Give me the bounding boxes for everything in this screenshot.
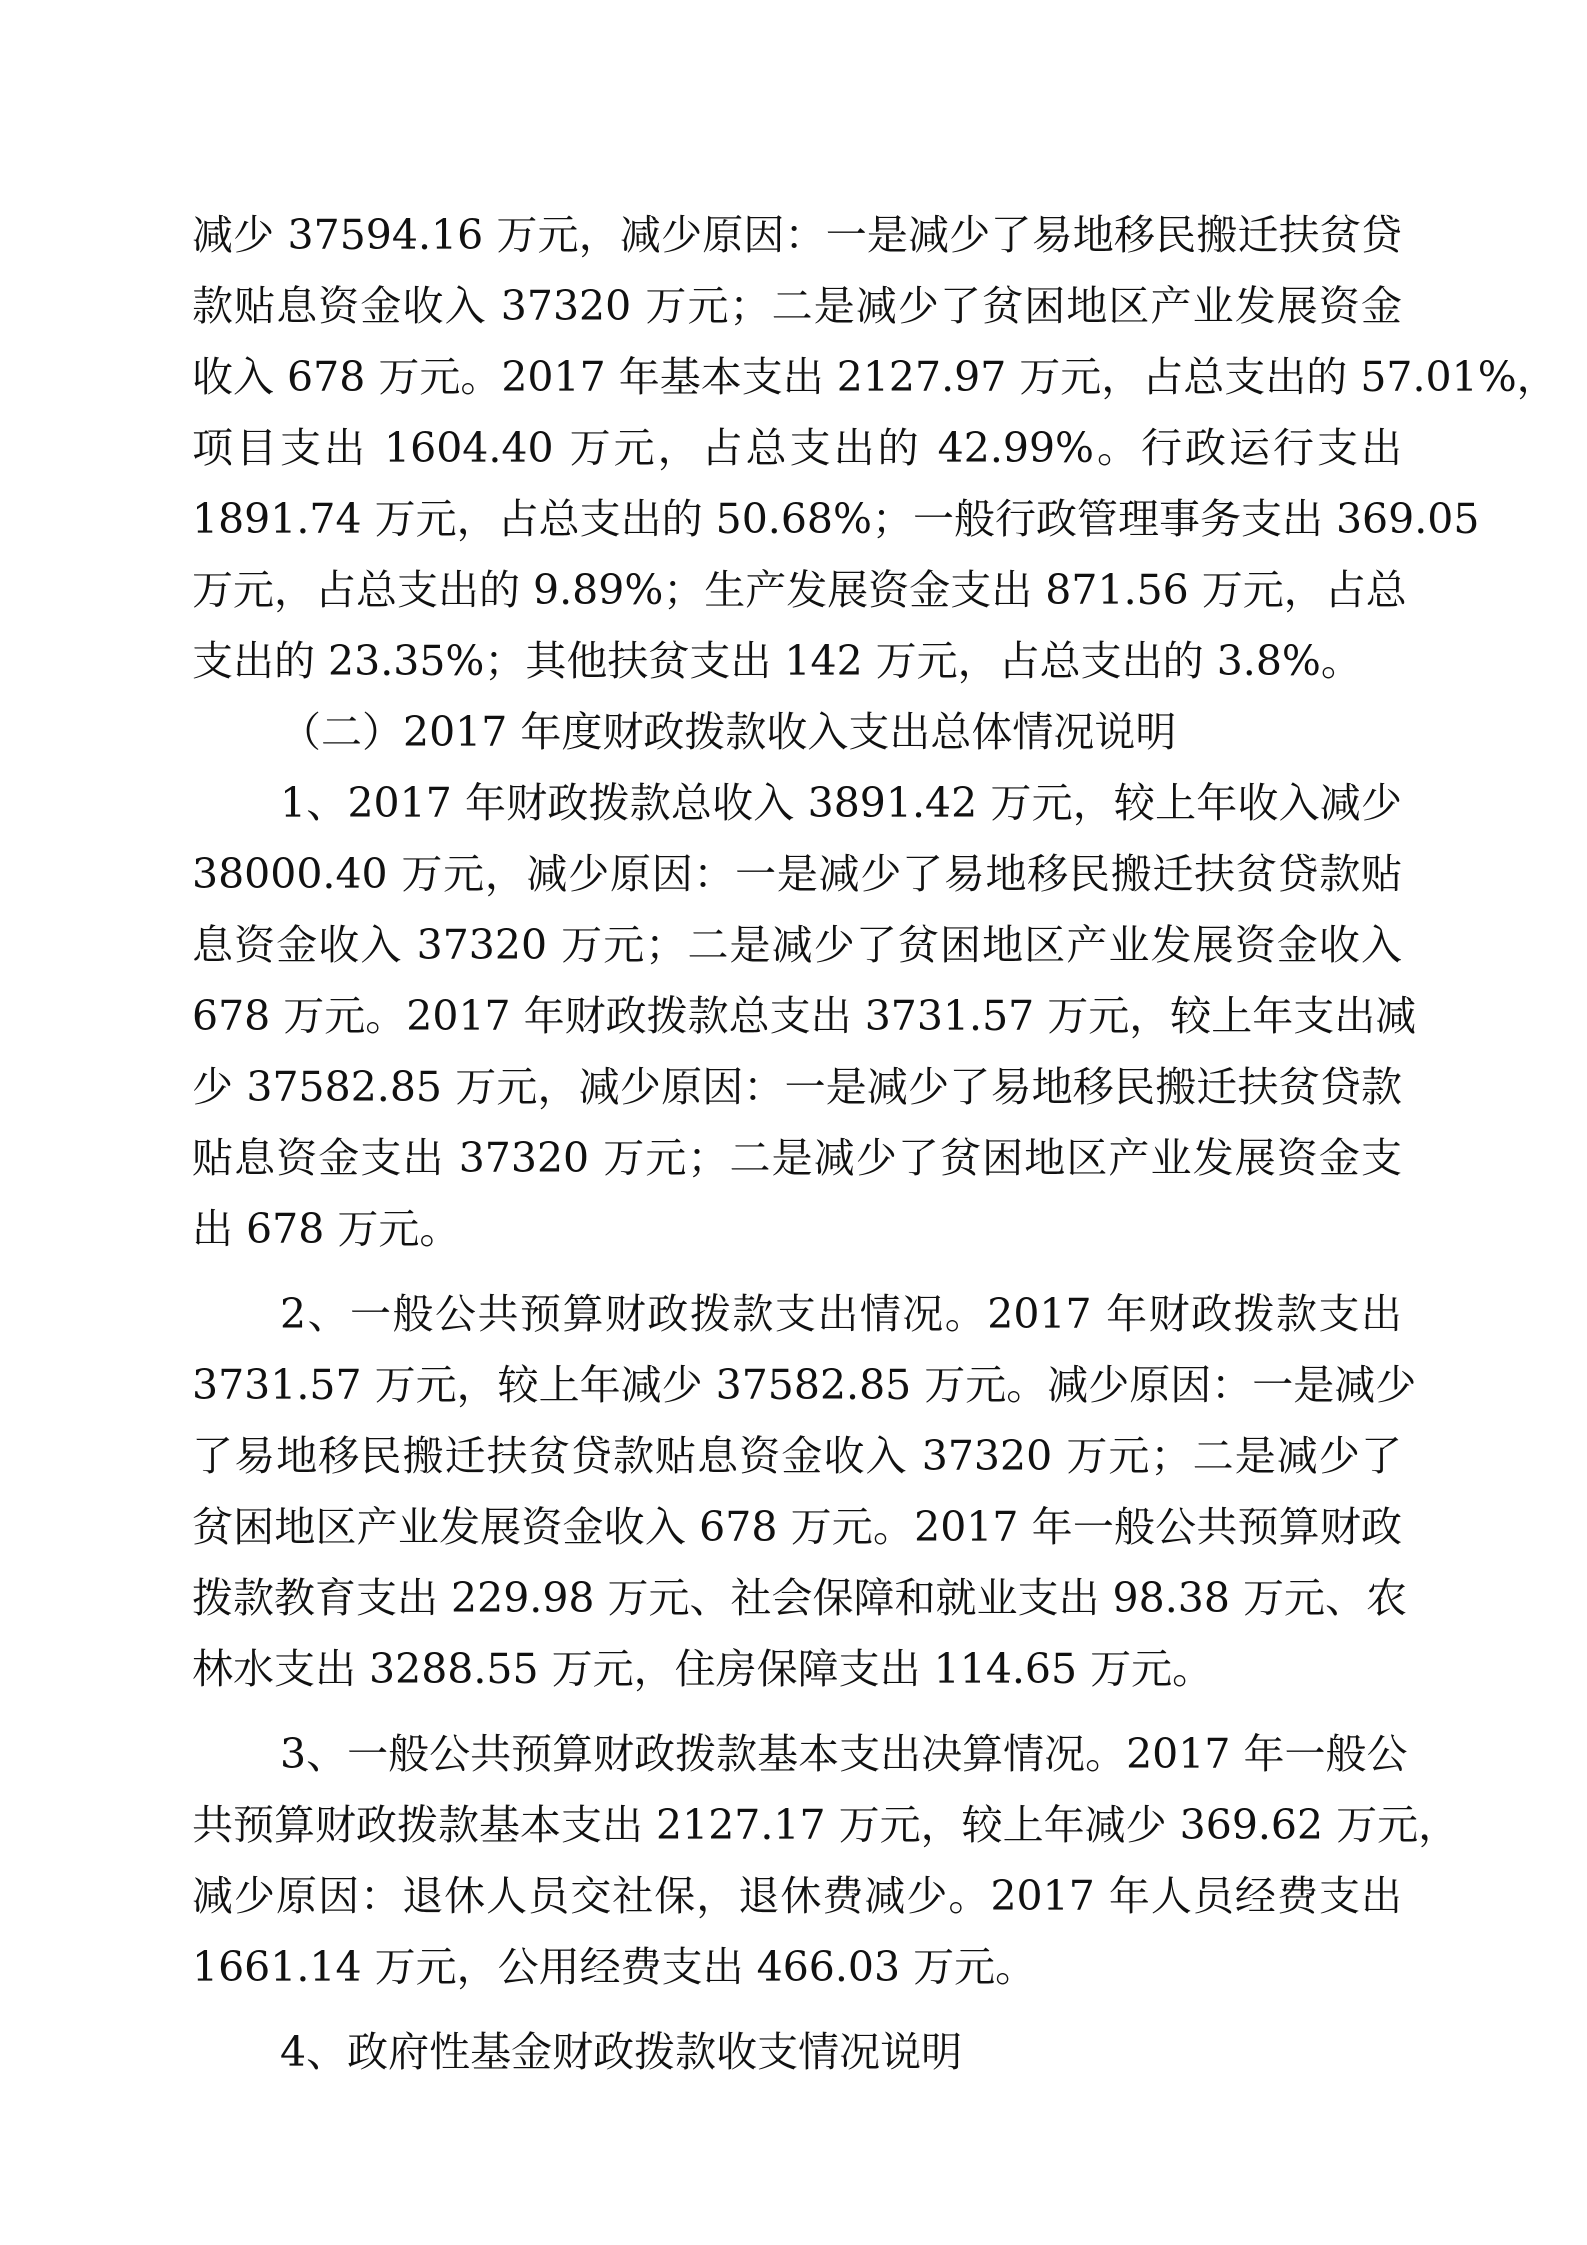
text-line: 共预算财政拨款基本支出 2127.17 万元，较上年减少 369.62 万元，	[192, 1801, 1460, 1849]
paragraph-basic-expense	[192, 1719, 1460, 2003]
text-line: 1891.74 万元，占总支出的 50.68%；一般行政管理事务支出 369.05	[192, 495, 1480, 543]
text-line: 了易地移民搬迁扶贫贷款贴息资金收入 37320 万元；二是减少了	[192, 1432, 1402, 1480]
text-line: 贫困地区产业发展资金收入 678 万元。2017 年一般公共预算财政	[192, 1503, 1402, 1551]
document-body	[192, 200, 1558, 2088]
text-line: 贴息资金支出 37320 万元；二是减少了贫困地区产业发展资金支	[192, 1134, 1402, 1182]
text-line: 38000.40 万元，减少原因：一是减少了易地移民搬迁扶贫贷款贴	[192, 850, 1402, 898]
item-heading: 4、政府性基金财政拨款收支情况说明	[280, 2028, 963, 2076]
text-line: 3731.57 万元，较上年减少 37582.85 万元。减少原因：一是减少	[192, 1361, 1417, 1409]
paragraph-total-appropriation	[192, 768, 1417, 1265]
text-line: 1、2017 年财政拨款总收入 3891.42 万元，较上年收入减少	[280, 779, 1402, 827]
text-line: 678 万元。2017 年财政拨款总支出 3731.57 万元，较上年支出减	[192, 992, 1417, 1040]
text-line: 2、一般公共预算财政拨款支出情况。2017 年财政拨款支出	[280, 1290, 1402, 1338]
text-line: 林水支出 3288.55 万元，住房保障支出 114.65 万元。	[192, 1645, 1214, 1693]
text-line: 减少原因：退休人员交社保，退休费减少。2017 年人员经费支出	[192, 1872, 1402, 1920]
paragraph-gap	[192, 1705, 1402, 1719]
text-line: 少 37582.85 万元，减少原因：一是减少了易地移民搬迁扶贫贷款	[192, 1063, 1402, 1111]
paragraph-general-budget-expense	[192, 1279, 1417, 1705]
text-line: 款贴息资金收入 37320 万元；二是减少了贫困地区产业发展资金	[192, 282, 1402, 330]
text-line: 支出的 23.35%；其他扶贫支出 142 万元，占总支出的 3.8%。	[192, 637, 1362, 685]
text-line: 出 678 万元。	[192, 1205, 461, 1253]
text-line: 收入 678 万元。2017 年基本支出 2127.97 万元，占总支出的 57.01%，	[192, 353, 1558, 401]
section-heading: （二）2017 年度财政拨款收入支出总体情况说明	[280, 708, 1177, 756]
text-line: 万元，占总支出的 9.89%；生产发展资金支出 871.56 万元，占总	[192, 566, 1407, 614]
paragraph-gap	[192, 2003, 1402, 2017]
text-line: 拨款教育支出 229.98 万元、社会保障和就业支出 98.38 万元、农	[192, 1574, 1407, 1622]
paragraph-gap	[192, 1265, 1402, 1279]
text-line: 减少 37594.16 万元，减少原因：一是减少了易地移民搬迁扶贫贷	[192, 211, 1402, 259]
text-line: 1661.14 万元，公用经费支出 466.03 万元。	[192, 1943, 1037, 1991]
text-line: 项目支出 1604.40 万元，占总支出的 42.99%。行政运行支出	[192, 424, 1402, 472]
text-line: 3、一般公共预算财政拨款基本支出决算情况。2017 年一般公	[280, 1730, 1408, 1778]
paragraph-expense-summary	[192, 200, 1558, 697]
text-line: 息资金收入 37320 万元；二是减少了贫困地区产业发展资金收入	[192, 921, 1402, 969]
